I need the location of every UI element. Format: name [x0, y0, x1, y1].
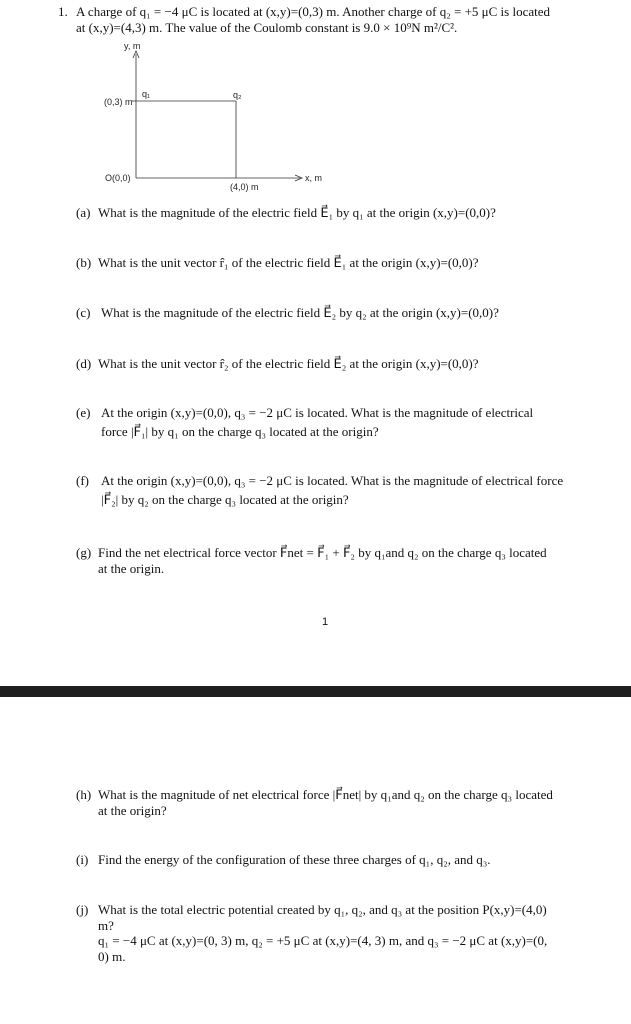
q2-label: q₂: [233, 90, 242, 100]
origin-label: O(0,0): [105, 173, 131, 183]
problem-number: 1.: [58, 4, 68, 19]
problem-text: [76, 4, 624, 35]
question-label: (h): [76, 787, 92, 802]
question-line: at the origin.: [98, 560, 165, 576]
question-label: (g): [76, 545, 92, 560]
question-line: What is the total electric potential created by q₁, q₂, and q₃ at the position P(x,y)=(4,0): [98, 902, 547, 917]
problem-line-1: A charge of q₁ = −4 μC is located at (x,y)=(0,3) m. Another charge of q₂ = +5 μC is located: [76, 4, 550, 19]
x-axis-label: x, m: [305, 173, 322, 183]
question-line: q₁ = −4 μC at (x,y)=(0, 3) m, q₂ = +5 μC at (x,y)=(4, 3) m, and q₃ = −2 μC at (x,y)=(0,: [98, 933, 548, 948]
question-line: Find the net electrical force vector F⃗net = F⃗₁ + F⃗₂ by q₁and q₂ on the charge q₃ located: [98, 545, 547, 560]
question-label: (d): [76, 356, 92, 371]
question-line: What is the magnitude of net electrical force |F⃗net| by q₁and q₂ on the charge q₃ located: [98, 787, 553, 802]
question-label: (e): [76, 405, 91, 420]
y-axis-label: y, m: [124, 41, 141, 51]
question-line: m?: [98, 917, 114, 933]
page-divider: [0, 686, 631, 697]
question-line: What is the unit vector r̂₁ of the electric field E⃗₁ at the origin (x,y)=(0,0)?: [98, 255, 479, 270]
question-label: (j): [76, 902, 89, 917]
question-line: force |F⃗₁| by q₁ on the charge q₃ located at the origin?: [101, 423, 379, 439]
question-line: Find the energy of the configuration of these three charges of q₁, q₂, and q₃.: [98, 852, 491, 867]
point-q1-label: (0,3) m: [104, 97, 133, 107]
question-label: (i): [76, 852, 89, 867]
problem-line-2: at (x,y)=(4,3) m. The value of the Coulomb constant is 9.0 × 10⁹N m²/C².: [76, 19, 458, 35]
q1-label: q₁: [142, 89, 151, 99]
question-label: (c): [76, 305, 91, 320]
question-line: At the origin (x,y)=(0,0), q₃ = −2 μC is located. What is the magnitude of electrical: [101, 405, 534, 420]
question-label: (a): [76, 205, 91, 220]
point-x-label: (4,0) m: [230, 182, 259, 192]
question-line: What is the unit vector r̂₂ of the electric field E⃗₂ at the origin (x,y)=(0,0)?: [98, 356, 479, 371]
question-line: 0) m.: [98, 948, 126, 964]
question-line: at the origin?: [98, 802, 167, 818]
question-line: What is the magnitude of the electric field E⃗₂ by q₂ at the origin (x,y)=(0,0)?: [101, 305, 499, 320]
question-label: (b): [76, 255, 92, 270]
charge-diagram: [90, 38, 330, 198]
question-line: What is the magnitude of the electric field E⃗₁ by q₁ at the origin (x,y)=(0,0)?: [98, 205, 496, 220]
question-label: (f): [76, 473, 89, 488]
page-number: 1: [322, 616, 329, 628]
question-line: |F⃗₂| by q₂ on the charge q₃ located at the origin?: [101, 491, 349, 507]
question-line: At the origin (x,y)=(0,0), q₃ = −2 μC is located. What is the magnitude of electrical force: [101, 473, 564, 488]
